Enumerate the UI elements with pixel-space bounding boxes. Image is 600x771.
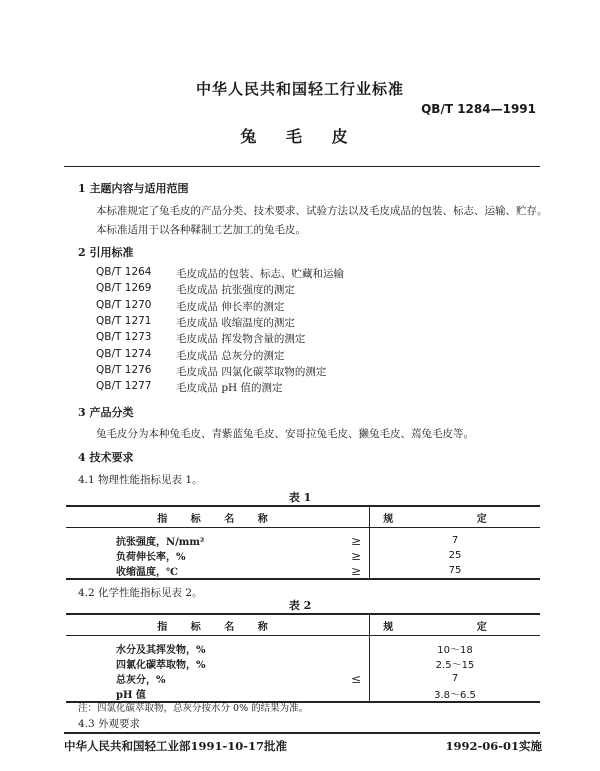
- table-2-header-spec: 规 定: [370, 614, 541, 636]
- table-cell-value: 25: [370, 548, 541, 563]
- table-cell-sym: ≥: [334, 563, 370, 579]
- reference-title: 毛皮成品 pH 值的测定: [176, 382, 283, 395]
- table-cell-value: 10～18: [370, 636, 541, 657]
- table-cell-sym: ≥: [350, 533, 361, 548]
- table-cell-value: 75: [370, 563, 541, 579]
- table-cell-name: 水分及其挥发物，%: [116, 645, 206, 656]
- table-2: [66, 613, 540, 703]
- table-1: [66, 505, 540, 580]
- section-4-3-text: 4.3 外观要求: [78, 718, 141, 730]
- section-3-para: 兔毛皮分为本种兔毛皮、青紫蓝兔毛皮、安哥拉兔毛皮、獭兔毛皮、蔫兔毛皮等。: [96, 428, 474, 440]
- implementation-date: 1992-06-01实施: [445, 739, 542, 753]
- reference-title: 毛皮成品 伸长率的测定: [176, 300, 285, 313]
- table-cell-name: 负荷伸长率，%: [116, 552, 186, 563]
- table-cell-value: 7: [370, 528, 541, 549]
- issuing-organization: 中华人民共和国轻工行业标准: [195, 80, 404, 98]
- reference-code: QB/T 1273: [96, 331, 152, 344]
- table-1-header-name: 指 标 名 称: [66, 506, 370, 528]
- reference-code: QB/T 1274: [96, 347, 152, 360]
- section-4-2-text: 4.2 化学性能指标见表 2。: [78, 587, 203, 599]
- table-cell-value: 7: [370, 671, 541, 686]
- table-2-note: 注：四氯化碳萃取物，总灰分按水分 0% 的结果为准。: [78, 703, 309, 714]
- reference-title: 毛皮成品 总灰分的测定: [176, 349, 285, 362]
- reference-code: QB/T 1277: [96, 380, 152, 393]
- reference-code: QB/T 1276: [96, 363, 152, 376]
- table-row: [66, 671, 540, 686]
- table-row: [66, 528, 540, 549]
- reference-code: QB/T 1264: [96, 266, 152, 278]
- approval-line: 中华人民共和国轻工业部1991-10-17批准: [64, 739, 288, 753]
- reference-title: 毛皮成品 抗张强度的测定: [176, 284, 295, 297]
- reference-title: 毛皮成品的包装、标志、贮藏和运输: [176, 268, 344, 280]
- section-4-1-text: 4.1 物理性能指标见表 1。: [78, 474, 203, 486]
- footer-rule: [64, 732, 540, 734]
- table-row: [66, 548, 540, 563]
- table-cell-name: 四氯化碳萃取物，%: [116, 660, 206, 671]
- section-3-heading: 3 产品分类: [78, 406, 134, 419]
- reference-title: 毛皮成品 挥发物含量的测定: [176, 333, 306, 346]
- table-cell-sym: [334, 686, 370, 702]
- document-title: 兔 毛 皮: [240, 127, 360, 146]
- table-cell-sym: [334, 656, 370, 671]
- header-rule: [64, 166, 540, 167]
- reference-title: 毛皮成品 收缩温度的测定: [176, 316, 295, 329]
- table-cell-name: 总灰分，%: [116, 675, 166, 686]
- table-cell-value: 2.5～15: [370, 656, 541, 671]
- reference-code: QB/T 1270: [96, 298, 152, 311]
- table-row: [66, 563, 540, 579]
- table-cell-name: 收缩温度，℃: [66, 563, 334, 579]
- reference-title: 毛皮成品 四氯化碳萃取物的测定: [176, 365, 327, 378]
- table-cell-sym: ≤: [350, 671, 361, 686]
- section-2-heading: 2 引用标准: [78, 246, 134, 259]
- section-1-para-1: 本标准规定了兔毛皮的产品分类、技术要求、试验方法以及毛皮成品的包装、标志、运输、贮存。: [96, 205, 548, 217]
- reference-code: QB/T 1271: [96, 314, 152, 327]
- reference-code: QB/T 1269: [96, 282, 152, 295]
- section-1-para-2: 本标准适用于以各种鞣制工艺加工的兔毛皮。: [96, 224, 306, 236]
- standard-code: QB/T 1284—1991: [421, 102, 536, 116]
- table-1-header-spec: 规 定: [370, 506, 541, 528]
- table-2-header-name: 指 标 名 称: [66, 614, 370, 636]
- table-cell-value: 3.8～6.5: [370, 686, 541, 702]
- table-cell-sym: [334, 636, 370, 657]
- table-row: [66, 636, 540, 657]
- table-row: [66, 656, 540, 671]
- table-cell-sym: ≥: [350, 548, 361, 563]
- table-cell-name: pH 值: [66, 686, 334, 702]
- table-2-caption: 表 2: [288, 599, 312, 612]
- table-cell-name: 抗张强度，N/mm²: [116, 537, 205, 548]
- section-4-heading: 4 技术要求: [78, 451, 134, 464]
- table-1-caption: 表 1: [288, 491, 312, 504]
- section-1-heading: 1 主题内容与适用范围: [78, 182, 189, 195]
